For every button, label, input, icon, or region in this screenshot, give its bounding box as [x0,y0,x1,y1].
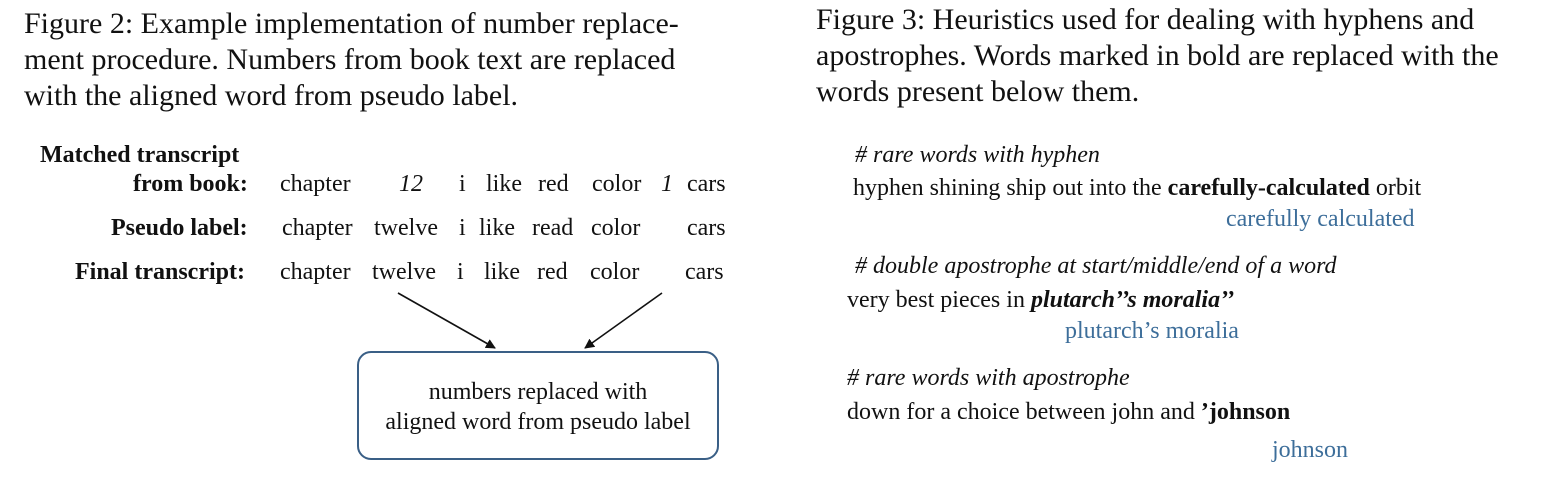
row1-label-line1: Matched transcript [40,142,240,168]
figure2-caption-line3: with the aligned word from pseudo label. [24,79,519,112]
example3-sentence [847,398,1290,426]
arrow-left [398,293,495,348]
example2-text: very best pieces in [847,287,1031,313]
annotation-box-line1: numbers replaced with [428,379,648,405]
row3-word: color [590,259,640,285]
row3-word: like [484,259,520,285]
row3-word: i [457,259,464,285]
example1-bold-word: carefully-calculated [1167,175,1370,201]
example1-sentence [853,174,1421,202]
row3-word: chapter [280,259,351,285]
row1-word: i [459,171,466,197]
example2-replacement: plutarch’s moralia [1065,318,1239,344]
figure2-caption-line2: ment procedure. Numbers from book text are replaced [24,43,676,76]
example1-replacement: carefully calculated [1226,206,1415,232]
row1-word: chapter [280,171,351,197]
row1-word-number: 12 [399,171,423,197]
row3-word: cars [685,259,724,285]
row2-label: Pseudo label: [111,215,248,241]
row1-word: color [592,171,642,197]
example2-sentence [847,286,1234,314]
row2-word: chapter [282,215,353,241]
example3-text: down for a choice between john and [847,399,1201,425]
example3-comment: # rare words with apostrophe [847,365,1130,391]
row3-word: twelve [372,259,436,285]
figure3-caption-line3: words present below them. [816,75,1140,108]
figure3-caption-line2: apostrophes. Words marked in bold are replaced with the [816,39,1499,72]
row3-word: red [537,259,568,285]
example2-bold-word: plutarch’’s moralia’’ [1030,287,1235,313]
row2-word: like [479,215,515,241]
figure3-caption-line1: Figure 3: Heuristics used for dealing with hyphens and [816,3,1475,36]
row1-word-number: 1 [661,171,673,197]
row2-word: cars [687,215,726,241]
row1-word: like [486,171,522,197]
row1-label-line2: from book: [133,171,248,197]
figure2-caption-line1: Figure 2: Example implementation of number replace- [24,7,679,40]
annotation-box-line2: aligned word from pseudo label [385,409,691,435]
example3-bold-word: ’johnson [1200,399,1291,425]
example1-text: hyphen shining ship out into the [853,175,1168,201]
example2-comment: # double apostrophe at start/middle/end of a word [855,253,1337,279]
row1-word: cars [687,171,726,197]
row2-word: color [591,215,641,241]
row2-word: read [532,215,574,241]
row1-word: red [538,171,569,197]
example1-comment: # rare words with hyphen [855,142,1100,168]
example1-text-after: orbit [1369,175,1422,201]
arrow-right [585,293,662,348]
row2-word: twelve [374,215,438,241]
annotation-box [357,351,719,460]
row3-label: Final transcript: [75,259,245,285]
row2-word: i [459,215,466,241]
example3-replacement: johnson [1272,437,1349,463]
